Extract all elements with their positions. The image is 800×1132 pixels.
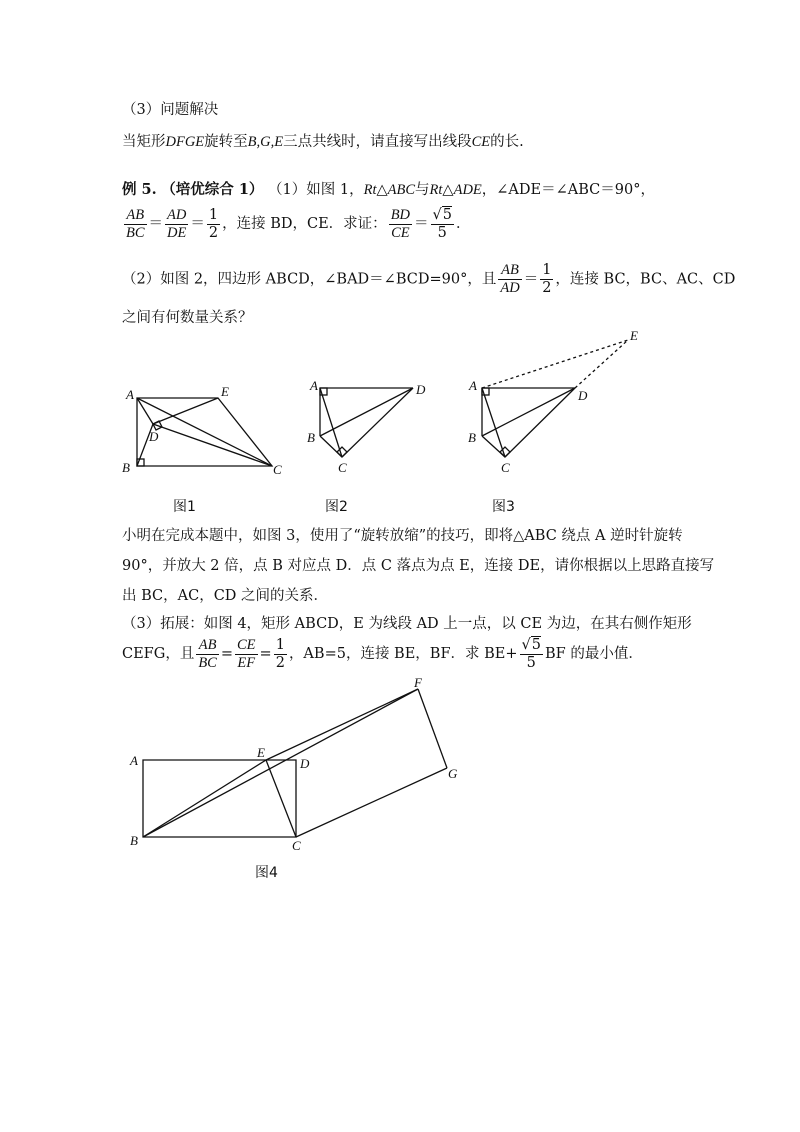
para-line-3: 出 BC，AC，CD 之间的关系． [122, 588, 329, 604]
svg-text:G: G [448, 766, 458, 781]
rt-ade: Rt△ADE [429, 182, 482, 198]
example-tag: （培优综合 1） [161, 181, 264, 198]
frac-one-half-2: $\frac{1}{2}$ [542, 262, 552, 296]
svg-text:E: E [221, 384, 229, 399]
rt-abc: Rt△ABC [363, 182, 416, 198]
svg-text:A: A [310, 378, 318, 393]
example-label: 例 5. [122, 181, 157, 198]
q2-line: （2）如图 2，四边形 ABCD，∠BAD＝∠BCD=90°，且 $\frac{AB}{AD}$ ＝ $\frac{1}{2}$ ，连接 BC，BC、AC、CD [122, 262, 736, 296]
svg-text:C: C [501, 460, 510, 475]
figures-1-3 [0, 0, 800, 520]
part3-heading: （3）问题解决 [122, 102, 219, 118]
para-line-1: 小明在完成本题中，如图 3，使用了“旋转放缩”的技巧，即将△ABC 绕点 A 逆时针旋转 [122, 528, 683, 544]
frac-sqrt5-5-2: $\frac{√5}{5}$ [521, 637, 541, 671]
svg-text:D: D [149, 429, 159, 444]
fig3-caption: 图3 [492, 499, 515, 515]
frac-ab-bc: $\frac{AB}{BC}$ [126, 206, 145, 241]
q3-text-3: BF 的最小值． [545, 646, 643, 662]
svg-text:A: A [126, 387, 134, 402]
frac-ab-ad: $\frac{AB}{AD}$ [500, 262, 520, 296]
part3-text-a: 当矩形 [122, 134, 166, 150]
svg-text:D: D [300, 756, 310, 771]
fig4-caption: 图4 [255, 865, 278, 881]
svg-text:D: D [578, 388, 588, 403]
q2-text-a: （2）如图 2，四边形 ABCD，∠BAD＝∠BCD=90°，且 [122, 271, 497, 288]
fig2-caption: 图2 [325, 499, 348, 515]
svg-text:F: F [414, 675, 422, 690]
part3-seg: CE [471, 134, 491, 150]
q3-line-1: （3）拓展：如图 4，矩形 ABCD，E 为线段 AD 上一点，以 CE 为边，在其右侧作矩形 [122, 616, 692, 632]
q3-text-2: ，AB=5，连接 BE，BF．求 BE+ [288, 646, 518, 662]
part3-text-b: 旋转至 [204, 134, 248, 150]
q1-intro: （1）如图 1， [268, 182, 364, 198]
svg-text:E: E [630, 328, 638, 343]
frac-one-half-3: $\frac{1}{2}$ [275, 636, 285, 671]
q3-text-1: CEFG，且 [122, 646, 195, 662]
q2-text-b: ，连接 BC，BC、AC、CD [555, 271, 736, 288]
part3-text-d: 的长. [490, 134, 524, 150]
svg-text:C: C [292, 838, 301, 853]
figure-2 [320, 388, 413, 457]
svg-text:D: D [416, 382, 426, 397]
svg-text:A: A [130, 753, 138, 768]
frac-sqrt5-5: $\frac{√5}{5}$ [432, 207, 453, 241]
frac-ad-de: $\frac{AD}{DE}$ [167, 206, 187, 241]
q3-line-2: CEFG，且 $\frac{AB}{BC}$ = $\frac{CE}{EF}$ = $\frac{1}{2}$ ，AB=5，连接 BE，BF．求 BE+ $\frac{√5}{5}$ BF 的最小值． [122, 636, 643, 671]
period: ． [456, 216, 471, 232]
svg-text:E: E [257, 745, 265, 760]
angle-eq: ，∠ADE＝∠ABC＝90°， [481, 182, 655, 198]
svg-text:B: B [468, 430, 476, 445]
part3-points: B,G,E [247, 134, 284, 150]
svg-text:C: C [338, 460, 347, 475]
figure-4 [0, 670, 800, 900]
and-text: 与 [415, 182, 430, 198]
figure-3 [482, 340, 628, 457]
svg-text:B: B [130, 833, 138, 848]
frac-ce-ef: $\frac{CE}{EF}$ [237, 636, 256, 671]
para-line-2: 90°，并放大 2 倍，点 B 对应点 D．点 C 落点为点 E，连接 DE，请你根据以上思路直接写 [122, 558, 715, 574]
fig1-caption: 图1 [173, 499, 196, 515]
example-line-2: $\frac{AB}{BC}$ ＝ $\frac{AD}{DE}$ ＝ $\frac{1}{2}$ ，连接 BD，CE．求证： $\frac{BD}{CE}$ ＝ $\frac{√5}{5}$ ． [126, 206, 471, 241]
svg-text:B: B [307, 430, 315, 445]
svg-text:B: B [122, 460, 130, 475]
frac-bd-ce: $\frac{BD}{CE}$ [390, 206, 411, 241]
q2-line-2: 之间有何数量关系？ [122, 310, 253, 326]
part3-rect: DFGE [165, 134, 205, 150]
line2-text: ，连接 BD，CE．求证： [222, 216, 387, 232]
svg-text:A: A [469, 378, 477, 393]
frac-ab-bc-2: $\frac{AB}{BC}$ [198, 636, 217, 671]
part3-text-c: 三点共线时，请直接写出线段 [283, 134, 472, 150]
svg-text:C: C [273, 462, 282, 477]
frac-one-half: $\frac{1}{2}$ [208, 206, 219, 241]
